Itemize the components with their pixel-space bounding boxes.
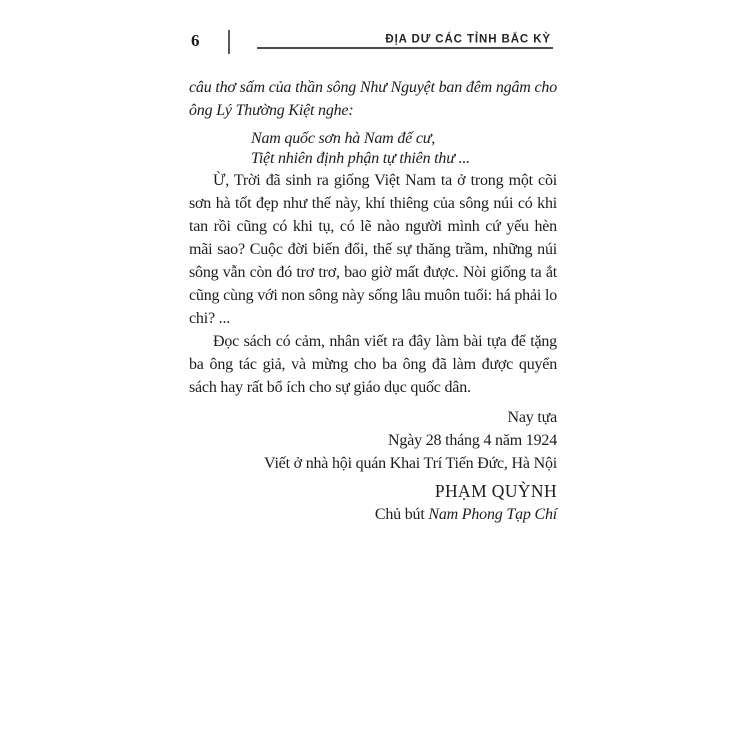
intro-paragraph: câu thơ sấm của thần sông Như Nguyệt ban đêm ngâm cho ông Lý Thường Kiệt nghe: xyxy=(189,79,557,119)
signature-block xyxy=(189,406,557,526)
page-number: 6 xyxy=(191,31,200,50)
running-head: ĐỊA DƯ CÁC TỈNH BẮC KỲ xyxy=(385,33,551,46)
author-role xyxy=(189,503,557,526)
body-paragraph-2: Đọc sách có cảm, nhân viết ra đây làm bài tựa để tặng ba ông tác giả, và mừng cho ba ông đã làm được quyển sách hay rất bổ ích cho sự giáo dục quốc dân. xyxy=(189,333,557,396)
publication-name: Nam Phong Tạp Chí xyxy=(428,506,557,523)
author-name: PHẠM QUỲNH xyxy=(434,481,557,501)
header-divider xyxy=(228,30,230,54)
verse-line-1: Nam quốc sơn hà Nam đế cư, xyxy=(251,130,436,147)
role-prefix: Chủ bút xyxy=(374,506,425,523)
signature-line-3: Viết ở nhà hội quán Khai Trí Tiến Đức, Hà Nội xyxy=(264,455,557,472)
body-paragraph-1: Ừ, Trời đã sinh ra giống Việt Nam ta ở trong một cõi sơn hà tốt đẹp như thế này, khí thiêng của sông núi có khi tan rồi cũng có khi tụ, có lẽ nào người mình cứ yếu hèn mãi sao? Cuộc đời biến đổi, thế sự thăng trầm, những núi sông vẫn còn đó trơ trơ, bao giờ mất được. Nòi giống ta ắt cũng cùng với non sông này sống lâu muôn tuổi: há phải lo chi? ... xyxy=(189,172,557,327)
verse-block xyxy=(251,129,557,169)
verse-line-2: Tiệt nhiên định phận tự thiên thư ... xyxy=(251,150,470,167)
page-body xyxy=(189,76,557,526)
signature-line-1: Nay tựa xyxy=(507,409,557,426)
header-rule xyxy=(257,47,553,49)
signature-line-2: Ngày 28 tháng 4 năm 1924 xyxy=(388,432,557,449)
